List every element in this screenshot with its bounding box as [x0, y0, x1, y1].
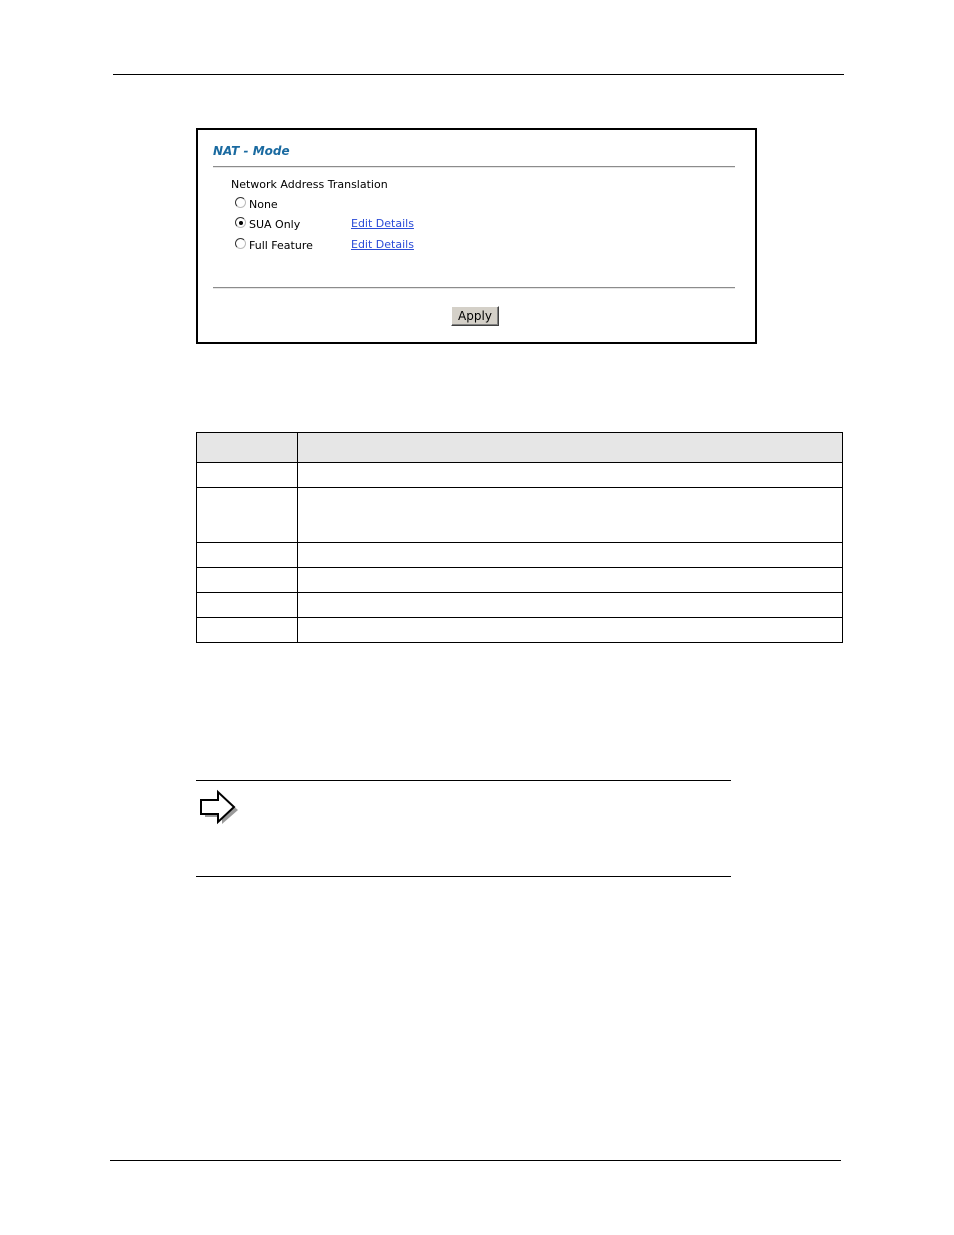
table-cell [197, 593, 298, 618]
table-cell [298, 593, 843, 618]
description-table [196, 432, 843, 643]
panel-divider-top [213, 166, 735, 168]
table-header-cell [298, 433, 843, 463]
radio-full-feature[interactable] [235, 238, 246, 249]
panel-title: NAT - Mode [213, 144, 290, 158]
table-cell [298, 618, 843, 643]
radio-none[interactable] [235, 197, 246, 208]
table-cell [197, 463, 298, 488]
table-row [197, 568, 843, 593]
option-full-feature[interactable] [235, 239, 313, 252]
panel-divider-bottom [213, 287, 735, 289]
arrow-right-icon [198, 789, 240, 829]
radio-sua-only[interactable] [235, 217, 246, 228]
table-row [197, 593, 843, 618]
sua-edit-details-link[interactable]: Edit Details [351, 217, 414, 230]
table-cell [298, 463, 843, 488]
apply-button[interactable]: Apply [451, 306, 499, 326]
option-full-feature-label: Full Feature [249, 239, 313, 252]
table-cell [197, 488, 298, 543]
option-sua-only[interactable] [235, 218, 300, 231]
table-row [197, 618, 843, 643]
option-sua-only-label: SUA Only [249, 218, 301, 231]
table-row [197, 488, 843, 543]
section-label: Network Address Translation [231, 178, 388, 191]
table-header-row [197, 433, 843, 463]
nat-mode-panel [196, 128, 757, 344]
note-rule-bottom [196, 876, 731, 877]
header-rule [113, 74, 844, 75]
footer-rule [110, 1160, 841, 1161]
table-cell [197, 543, 298, 568]
note-rule-top [196, 780, 731, 781]
full-feature-edit-details-link[interactable]: Edit Details [351, 238, 414, 251]
table-row [197, 543, 843, 568]
table-cell [197, 618, 298, 643]
table-cell [298, 568, 843, 593]
table-cell [197, 568, 298, 593]
table-header-cell [197, 433, 298, 463]
option-none[interactable] [235, 198, 278, 211]
table-row [197, 463, 843, 488]
table-cell [298, 543, 843, 568]
table-cell [298, 488, 843, 543]
option-none-label: None [249, 198, 278, 211]
